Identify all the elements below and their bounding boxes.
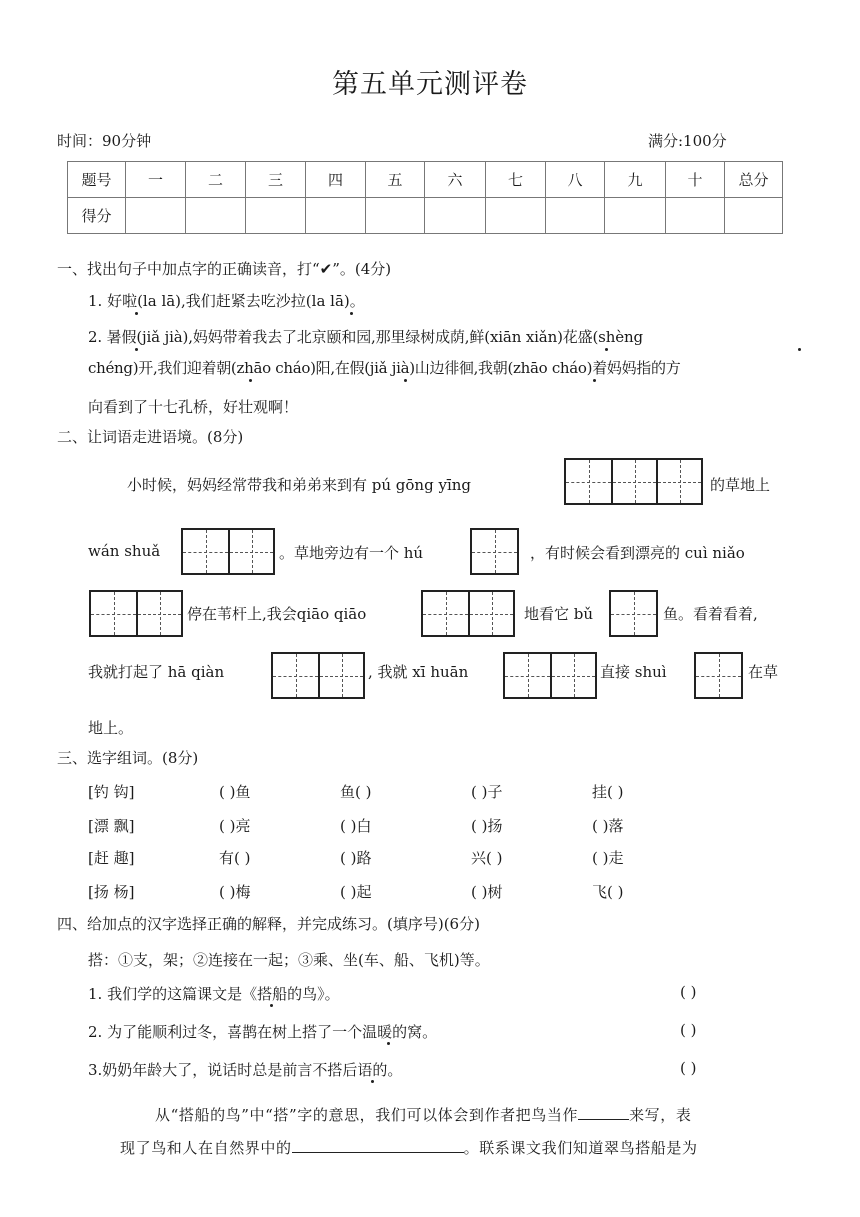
writing-box-ha-qian[interactable] — [271, 652, 365, 699]
emphasis-dot — [798, 348, 801, 351]
q2-text: 我就打起了 hā qiàn — [88, 663, 225, 681]
writing-box-xi-huan[interactable] — [503, 652, 597, 699]
q3-char-pair: [扬 杨] — [88, 883, 135, 901]
q3-blank[interactable]: 有( ) — [219, 849, 251, 867]
q1-heading: 一、找出句子中加点字的正确读音，打“✔”。(4分) — [57, 260, 392, 278]
score-table-header-row — [68, 162, 783, 198]
q3-blank[interactable]: ( )子 — [471, 783, 503, 801]
q2-text: 小时候，妈妈经常带我和弟弟来到有 pú gōng yīng — [127, 476, 471, 494]
writing-box-qiao-qiao[interactable] — [421, 590, 515, 637]
writing-box-wan-shua[interactable] — [181, 528, 275, 575]
score-cell[interactable] — [546, 198, 605, 234]
emphasis-dot — [135, 348, 138, 351]
writing-box-cui-niao[interactable] — [89, 590, 183, 637]
q2-text: 停在苇杆上,我会qiāo qiāo — [187, 605, 367, 623]
emphasis-dot — [593, 379, 596, 382]
q2-text: 地上。 — [88, 719, 134, 737]
score-cell[interactable] — [126, 198, 186, 234]
emphasis-dot — [371, 1080, 374, 1083]
q2-text: 。草地旁边有一个 hú — [279, 544, 424, 562]
emphasis-dot — [350, 312, 353, 315]
q2-text: 地看它 bǔ — [524, 605, 594, 623]
q2-text: ，有时候会看到漂亮的 cuì niǎo — [530, 544, 745, 562]
q3-char-pair: [赶 趣] — [88, 849, 135, 867]
q3-blank[interactable]: ( )起 — [340, 883, 372, 901]
writing-box-pu-gong-ying[interactable] — [564, 458, 703, 505]
q3-blank[interactable]: ( )白 — [340, 817, 372, 835]
q4-answer-paren[interactable]: ( ) — [680, 1021, 697, 1039]
writing-box-bu[interactable] — [609, 590, 658, 637]
q1-line4: 向看到了十七孔桥，好壮观啊！ — [88, 398, 299, 416]
q3-blank[interactable]: 鱼( ) — [340, 783, 372, 801]
q3-char-pair: [漂 飘] — [88, 817, 135, 835]
table-cell: 七 — [486, 162, 546, 198]
q4-paragraph-line1 — [155, 1103, 691, 1125]
q4-item: 2. 为了能顺利过冬，喜鹊在树上搭了一个温暖的窝。 — [88, 1023, 438, 1041]
table-cell: 三 — [246, 162, 306, 198]
table-cell: 总分 — [725, 162, 783, 198]
score-cell[interactable] — [246, 198, 306, 234]
paragraph-text: 。联系课文我们知道翠鸟搭船是为 — [463, 1139, 698, 1157]
q3-blank[interactable]: ( )树 — [471, 883, 503, 901]
table-cell: 十 — [666, 162, 725, 198]
emphasis-dot — [404, 379, 407, 382]
writing-box-shui[interactable] — [694, 652, 743, 699]
score-cell[interactable] — [425, 198, 486, 234]
q3-blank[interactable]: ( )路 — [340, 849, 372, 867]
q3-blank[interactable]: ( )梅 — [219, 883, 251, 901]
q2-text: 鱼。看着看着, — [663, 605, 758, 623]
q1-line3: chéng)开,我们迎着朝(zhāo cháo)阳,在假(jiǎ jià)山边徘徊,我朝(zhāo cháo)着妈妈指的方 — [88, 359, 681, 377]
page-title: 第五单元测评卷 — [332, 69, 528, 100]
q2-text: , 我就 xī huān — [368, 663, 469, 681]
emphasis-dot — [135, 312, 138, 315]
score-cell[interactable] — [666, 198, 725, 234]
q3-blank[interactable]: 兴( ) — [471, 849, 503, 867]
score-cell[interactable] — [725, 198, 783, 234]
q3-blank[interactable]: ( )落 — [592, 817, 624, 835]
table-cell: 四 — [306, 162, 366, 198]
table-cell: 得分 — [68, 198, 126, 234]
score-cell[interactable] — [486, 198, 546, 234]
table-cell: 九 — [605, 162, 666, 198]
q3-blank[interactable]: 挂( ) — [592, 783, 624, 801]
q1-line1: 1. 好啦(la lā),我们赶紧去吃沙拉(la lā)。 — [88, 292, 365, 310]
q2-text: wán shuǎ — [88, 542, 161, 560]
q4-answer-paren[interactable]: ( ) — [680, 1059, 697, 1077]
fill-blank[interactable] — [578, 1103, 629, 1120]
q3-blank[interactable]: ( )扬 — [471, 817, 503, 835]
q4-definition: 搭：①支，架；②连接在一起；③乘、坐(车、船、飞机)等。 — [88, 951, 490, 969]
table-cell: 一 — [126, 162, 186, 198]
q3-blank[interactable]: ( )亮 — [219, 817, 251, 835]
score-cell[interactable] — [366, 198, 425, 234]
emphasis-dot — [270, 1004, 273, 1007]
fill-blank[interactable] — [292, 1136, 464, 1153]
full-score: 满分:100分 — [648, 132, 727, 150]
table-cell: 题号 — [68, 162, 126, 198]
score-cell[interactable] — [186, 198, 246, 234]
table-cell: 六 — [425, 162, 486, 198]
q2-heading: 二、让词语走进语境。(8分) — [57, 428, 244, 446]
q4-paragraph-line2 — [120, 1136, 698, 1158]
q4-answer-paren[interactable]: ( ) — [680, 983, 697, 1001]
q4-heading: 四、给加点的汉字选择正确的解释，并完成练习。(填序号)(6分) — [57, 915, 480, 933]
q3-blank[interactable]: ( )鱼 — [219, 783, 251, 801]
emphasis-dot — [387, 1042, 390, 1045]
emphasis-dot — [249, 379, 252, 382]
score-table-score-row — [68, 198, 783, 234]
score-table — [67, 161, 783, 234]
q3-heading: 三、选字组词。(8分) — [57, 749, 199, 767]
writing-box-hu[interactable] — [470, 528, 519, 575]
table-cell: 五 — [366, 162, 425, 198]
q2-text: 的草地上 — [710, 476, 771, 494]
q1-line2: 2. 暑假(jiǎ jià),妈妈带着我去了北京颐和园,那里绿树成荫,鲜(xiān xiǎn)花盛(shèng — [88, 328, 643, 346]
paragraph-text: 从“搭船的鸟”中“搭”字的意思，我们可以体会到作者把鸟当作 — [155, 1106, 579, 1124]
exam-time: 时间：90分钟 — [57, 132, 152, 150]
q3-char-pair: [钓 钩] — [88, 783, 135, 801]
q2-text: 在草 — [748, 663, 779, 681]
paragraph-text: 现了鸟和人在自然界中的 — [120, 1139, 292, 1157]
score-cell[interactable] — [306, 198, 366, 234]
table-cell: 二 — [186, 162, 246, 198]
q3-blank[interactable]: ( )走 — [592, 849, 624, 867]
q4-item: 3.奶奶年龄大了，说话时总是前言不搭后语的。 — [88, 1061, 403, 1079]
q4-item: 1. 我们学的这篇课文是《搭船的鸟》。 — [88, 985, 340, 1003]
paragraph-text: 来写，表 — [629, 1106, 692, 1124]
q2-text: 直接 shuì — [600, 663, 667, 681]
emphasis-dot — [605, 348, 608, 351]
q3-blank[interactable]: 飞( ) — [592, 883, 624, 901]
table-cell: 八 — [546, 162, 605, 198]
score-cell[interactable] — [605, 198, 666, 234]
